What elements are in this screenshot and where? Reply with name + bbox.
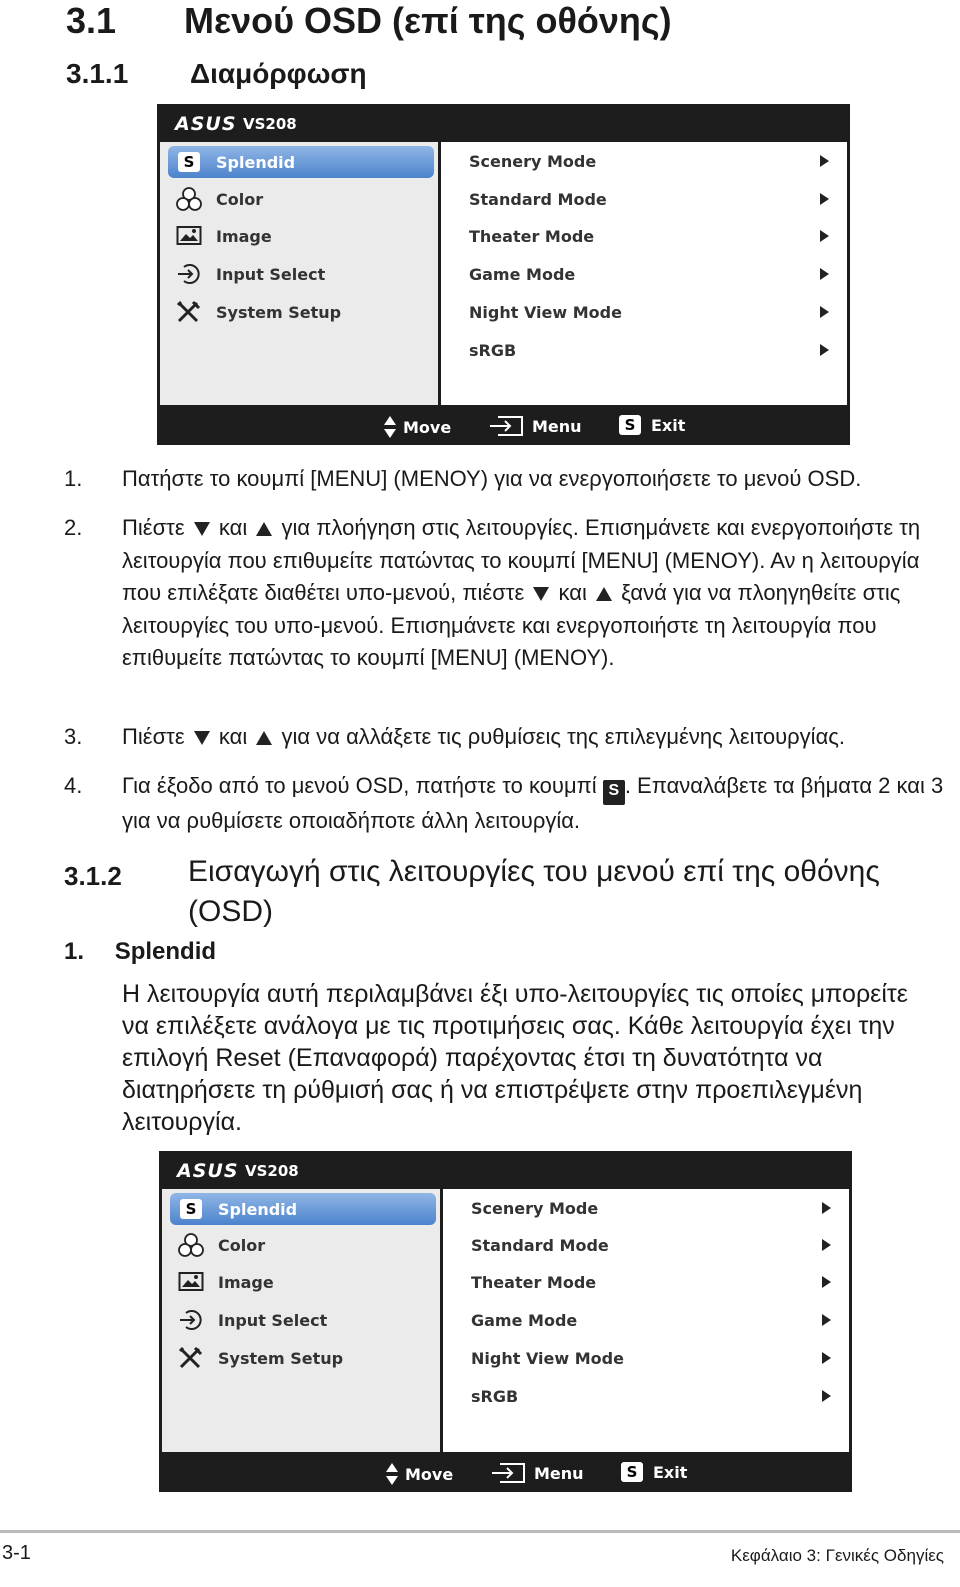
osd-model: VS208 xyxy=(245,1162,299,1180)
chapter-footer: Κεφάλαιο 3: Γενικές Οδηγίες xyxy=(730,1546,944,1565)
osd-move-hint: Move xyxy=(385,1462,453,1486)
osd-submenu xyxy=(443,1189,849,1452)
step-3: 3. Πιέστε και για να αλλάξετε τις ρυθμίσεις της επιλεγμένης λειτουργίας. xyxy=(64,724,845,749)
osd-item-system-setup xyxy=(168,296,434,328)
osd-item-label: Image xyxy=(216,226,272,246)
osd-item-label: Image xyxy=(218,1272,274,1292)
osd-item-label: Splendid xyxy=(218,1199,298,1219)
osd-menu-screenshot-2 xyxy=(159,1151,852,1492)
osd-item-input-select xyxy=(168,258,434,290)
arrow-right-icon xyxy=(822,1352,831,1364)
osd-main-menu xyxy=(160,142,438,405)
up-down-icon xyxy=(385,1462,399,1486)
splendid-s-icon: S xyxy=(178,152,200,172)
arrow-right-icon xyxy=(822,1314,831,1326)
osd-menu-hint: Menu xyxy=(490,1462,584,1484)
tools-icon xyxy=(174,300,204,324)
splendid-s-icon: S xyxy=(180,1199,202,1219)
arrow-right-icon xyxy=(820,155,829,167)
arrow-right-icon xyxy=(820,306,829,318)
osd-submenu-item: Scenery Mode xyxy=(469,146,829,176)
osd-submenu-item: Theater Mode xyxy=(469,221,829,251)
osd-menu-screenshot xyxy=(157,104,850,445)
step-1: 1. Πατήστε το κουμπί [MENU] (ΜΕΝΟΥ) για να ενεργοποιήσετε το μενού OSD. xyxy=(64,466,862,491)
osd-main-menu xyxy=(162,1189,440,1452)
exit-s-icon: S xyxy=(619,415,641,435)
osd-submenu-item: Standard Mode xyxy=(469,184,829,214)
osd-titlebar xyxy=(157,104,850,142)
osd-submenu-item: Theater Mode xyxy=(471,1267,831,1297)
subsection-number: 3.1.1 xyxy=(66,58,129,89)
arrow-right-icon xyxy=(822,1202,831,1214)
osd-submenu-item: Game Mode xyxy=(469,259,829,289)
osd-submenu-item: sRGB xyxy=(469,335,829,365)
color-rgb-icon xyxy=(176,1233,206,1257)
osd-item-image xyxy=(168,220,434,252)
arrow-right-icon xyxy=(820,230,829,242)
osd-item-color xyxy=(168,183,434,215)
arrow-right-icon xyxy=(820,193,829,205)
osd-bottombar xyxy=(157,405,850,445)
osd-item-label: Splendid xyxy=(216,152,296,172)
up-triangle-icon xyxy=(596,587,612,601)
subsection-title: Διαμόρφωση xyxy=(190,58,367,89)
exit-s-icon: S xyxy=(621,1462,643,1482)
up-down-icon xyxy=(383,415,397,439)
osd-item-splendid xyxy=(168,146,434,178)
down-triangle-icon xyxy=(194,731,210,745)
osd-item-label: System Setup xyxy=(218,1348,344,1368)
osd-submenu-item: Game Mode xyxy=(471,1305,831,1335)
osd-move-hint: Move xyxy=(383,415,451,439)
down-triangle-icon xyxy=(533,587,549,601)
osd-item-image xyxy=(170,1266,436,1298)
asus-logo: ASUS xyxy=(177,1160,239,1182)
section-heading xyxy=(66,0,672,42)
osd-item-system-setup xyxy=(170,1342,436,1374)
splendid-heading: 1. Splendid xyxy=(64,938,217,965)
splendid-description: Η λειτουργία αυτή περιλαμβάνει έξι υπο-λειτουργίες τις οποίες μπορείτε να επιλέξετε ανάλογα με τις προτιμήσεις σας. Κάθε λειτουργία έχει την επιλογή Reset (Επαναφορά) παρέχοντας έτσι τη δυνατότητα να διατηρήσετε τη ρύθμισή σας ή να επιστρέψετε στην προεπιλεγμένη λειτουργία. xyxy=(122,980,908,1136)
color-rgb-icon xyxy=(174,187,204,211)
step-4: 4. Για έξοδο από το μενού OSD, πατήστε το κουμπί S . Επαναλάβετε τα βήματα 2 και 3 για να ρυθμίσετε οποιαδήποτε άλλη λειτουργία. xyxy=(64,773,944,834)
osd-item-label: Input Select xyxy=(216,264,326,284)
osd-bottombar xyxy=(159,1452,852,1492)
osd-item-label: System Setup xyxy=(216,302,342,322)
arrow-right-icon xyxy=(822,1390,831,1402)
footer-divider xyxy=(0,1530,960,1533)
osd-submenu-item: Scenery Mode xyxy=(471,1193,831,1223)
osd-item-input-select xyxy=(170,1304,436,1336)
subsection-heading xyxy=(66,58,367,90)
osd-submenu-item: Night View Mode xyxy=(471,1343,831,1373)
section-number: 3.1 xyxy=(66,0,117,41)
down-triangle-icon xyxy=(194,522,210,536)
osd-submenu-item: sRGB xyxy=(471,1381,831,1411)
up-triangle-icon xyxy=(256,522,272,536)
menu-enter-icon xyxy=(488,415,524,437)
subsection-heading-2: 3.1.2 Εισαγωγή στις λειτουργίες του μενού επί της οθόνης (OSD) xyxy=(64,855,880,928)
tools-icon xyxy=(176,1346,206,1370)
osd-item-label: Color xyxy=(218,1235,266,1255)
osd-model: VS208 xyxy=(243,115,297,133)
osd-item-label: Input Select xyxy=(218,1310,328,1330)
arrow-right-icon xyxy=(820,344,829,356)
osd-exit-hint: S Exit xyxy=(619,415,685,435)
osd-item-label: Color xyxy=(216,189,264,209)
arrow-right-icon xyxy=(822,1276,831,1288)
osd-item-splendid xyxy=(170,1193,436,1225)
input-select-icon xyxy=(174,263,204,285)
arrow-right-icon xyxy=(822,1239,831,1251)
menu-enter-icon xyxy=(490,1462,526,1484)
image-icon xyxy=(174,225,204,247)
section-title: Μενού OSD (επί της οθόνης) xyxy=(184,0,672,41)
osd-submenu-item: Night View Mode xyxy=(469,297,829,327)
input-select-icon xyxy=(176,1309,206,1331)
page-number: 3-1 xyxy=(2,1542,31,1564)
osd-exit-hint: S Exit xyxy=(621,1462,687,1482)
step-2: 2. Πιέστε και για πλοήγηση στις λειτουργίες. Επισημάνετε και ενεργοποιήστε τη λειτουργία που επιθυμείτε πατώντας το κουμπί [MENU] (ΜΕΝΟΥ). Αν η λειτουργία που επιλέξατε διαθέτει υπο-μενού, πιέστε και ξανά για να πλοηγηθείτε στις λειτουργίες του υπο-μενού. Επισημάνετε και ενεργοποιήστε τη λειτουργία που επιθυμείτε πατώντας το κουμπί [MENU] (ΜΕΝΟΥ). xyxy=(64,515,921,670)
s-key-icon: S xyxy=(603,780,625,805)
osd-submenu-item: Standard Mode xyxy=(471,1230,831,1260)
image-icon xyxy=(176,1271,206,1293)
osd-titlebar xyxy=(159,1151,852,1189)
arrow-right-icon xyxy=(820,268,829,280)
asus-logo: ASUS xyxy=(175,113,237,135)
up-triangle-icon xyxy=(256,731,272,745)
osd-submenu xyxy=(441,142,847,405)
osd-item-color xyxy=(170,1229,436,1261)
osd-menu-hint: Menu xyxy=(488,415,582,437)
